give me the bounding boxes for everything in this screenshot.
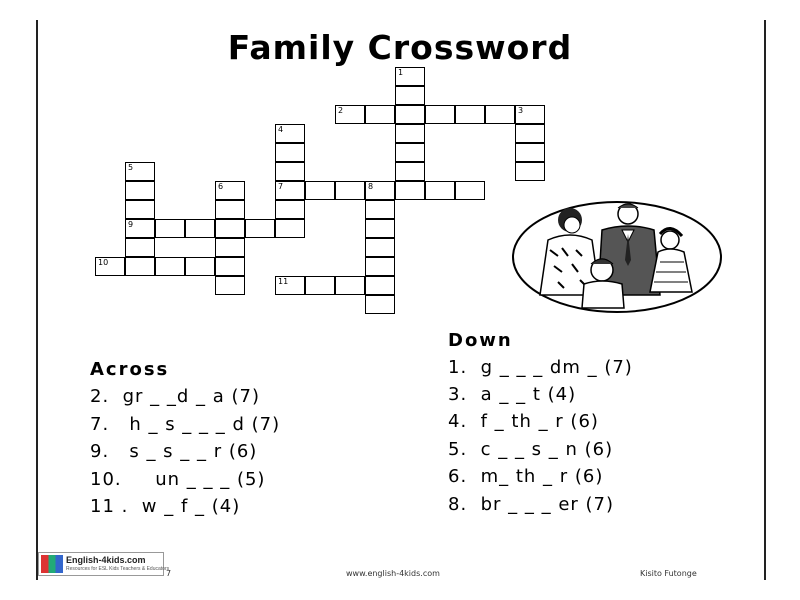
grid-cell[interactable] xyxy=(365,257,395,276)
grid-cell[interactable] xyxy=(125,257,155,276)
grid-cell[interactable] xyxy=(215,276,245,295)
grid-cell[interactable] xyxy=(305,181,335,200)
across-clue-2: 2. gr _ _d _ a (7) xyxy=(90,386,261,407)
grid-cell[interactable] xyxy=(215,257,245,276)
grid-cell[interactable] xyxy=(275,200,305,219)
clue-number: 6 xyxy=(218,182,224,191)
grid-cell[interactable] xyxy=(395,86,425,105)
grid-cell[interactable] xyxy=(425,181,455,200)
grid-cell[interactable] xyxy=(335,181,365,200)
grid-cell[interactable] xyxy=(365,105,395,124)
grid-cell[interactable] xyxy=(425,105,455,124)
down-clue-1: 1. g _ _ _ dm _ (7) xyxy=(448,357,633,378)
clue-number: 4 xyxy=(278,125,284,134)
footer-site-link[interactable]: www.english-4kids.com xyxy=(346,569,440,578)
grid-cell[interactable] xyxy=(515,143,545,162)
grid-cell[interactable] xyxy=(305,276,335,295)
family-illustration xyxy=(510,200,725,315)
grid-cell[interactable] xyxy=(365,276,395,295)
grid-cell[interactable] xyxy=(155,257,185,276)
grid-cell[interactable] xyxy=(365,200,395,219)
grid-cell[interactable] xyxy=(245,219,275,238)
across-clue-7: 7. h _ s _ _ _ d (7) xyxy=(90,414,281,435)
clue-number: 7 xyxy=(278,182,284,191)
grid-cell[interactable] xyxy=(275,162,305,181)
grid-cell[interactable] xyxy=(365,238,395,257)
grid-cell[interactable] xyxy=(455,105,485,124)
footer-author: Kisito Futonge xyxy=(640,569,697,578)
grid-cell[interactable] xyxy=(395,143,425,162)
logo-tagline: Resources for ESL Kids Teachers & Educators xyxy=(66,566,170,572)
grid-cell[interactable] xyxy=(515,124,545,143)
site-logo[interactable] xyxy=(38,552,170,576)
grid-cell[interactable] xyxy=(395,105,425,124)
logo-name: English-4kids.com xyxy=(66,555,146,565)
grid-cell[interactable] xyxy=(215,219,245,238)
grid-cell[interactable] xyxy=(185,219,215,238)
across-clue-9: 9. s _ s _ _ r (6) xyxy=(90,441,258,462)
clue-number: 2 xyxy=(338,106,344,115)
grid-cell[interactable] xyxy=(215,200,245,219)
down-clue-4: 4. f _ th _ r (6) xyxy=(448,411,599,432)
across-heading: Across xyxy=(90,359,170,380)
clue-number: 8 xyxy=(368,182,374,191)
grid-cell[interactable] xyxy=(125,238,155,257)
down-heading: Down xyxy=(448,330,513,351)
grid-cell[interactable] xyxy=(275,219,305,238)
logo-icon xyxy=(41,555,63,573)
down-clue-5: 5. c _ _ s _ n (6) xyxy=(448,439,614,460)
page-title: Family Crossword xyxy=(227,28,573,67)
clue-number: 5 xyxy=(128,163,134,172)
clue-number: 10 xyxy=(98,258,109,267)
grid-cell[interactable] xyxy=(395,162,425,181)
clue-number: 9 xyxy=(128,220,134,229)
down-clue-6: 6. m_ th _ r (6) xyxy=(448,466,604,487)
across-clue-11: 11 . w _ f _ (4) xyxy=(90,496,241,517)
down-clue-3: 3. a _ _ t (4) xyxy=(448,384,577,405)
grid-cell[interactable] xyxy=(335,276,365,295)
grid-cell[interactable] xyxy=(125,200,155,219)
grid-cell[interactable] xyxy=(155,219,185,238)
grid-cell[interactable] xyxy=(365,295,395,314)
footer-page-mark: 7 xyxy=(166,569,172,578)
grid-cell[interactable] xyxy=(485,105,515,124)
grid-cell[interactable] xyxy=(395,181,425,200)
grid-cell[interactable] xyxy=(185,257,215,276)
grid-cell[interactable] xyxy=(125,181,155,200)
across-clue-10: 10. un _ _ _ (5) xyxy=(90,469,266,490)
grid-cell[interactable] xyxy=(515,162,545,181)
clue-number: 1 xyxy=(398,68,404,77)
grid-cell[interactable] xyxy=(275,143,305,162)
grid-cell[interactable] xyxy=(215,238,245,257)
clue-number: 3 xyxy=(518,106,524,115)
grid-cell[interactable] xyxy=(455,181,485,200)
grid-cell[interactable] xyxy=(395,124,425,143)
clue-number: 11 xyxy=(278,277,289,286)
down-clue-8: 8. br _ _ _ er (7) xyxy=(448,494,615,515)
grid-cell[interactable] xyxy=(365,219,395,238)
